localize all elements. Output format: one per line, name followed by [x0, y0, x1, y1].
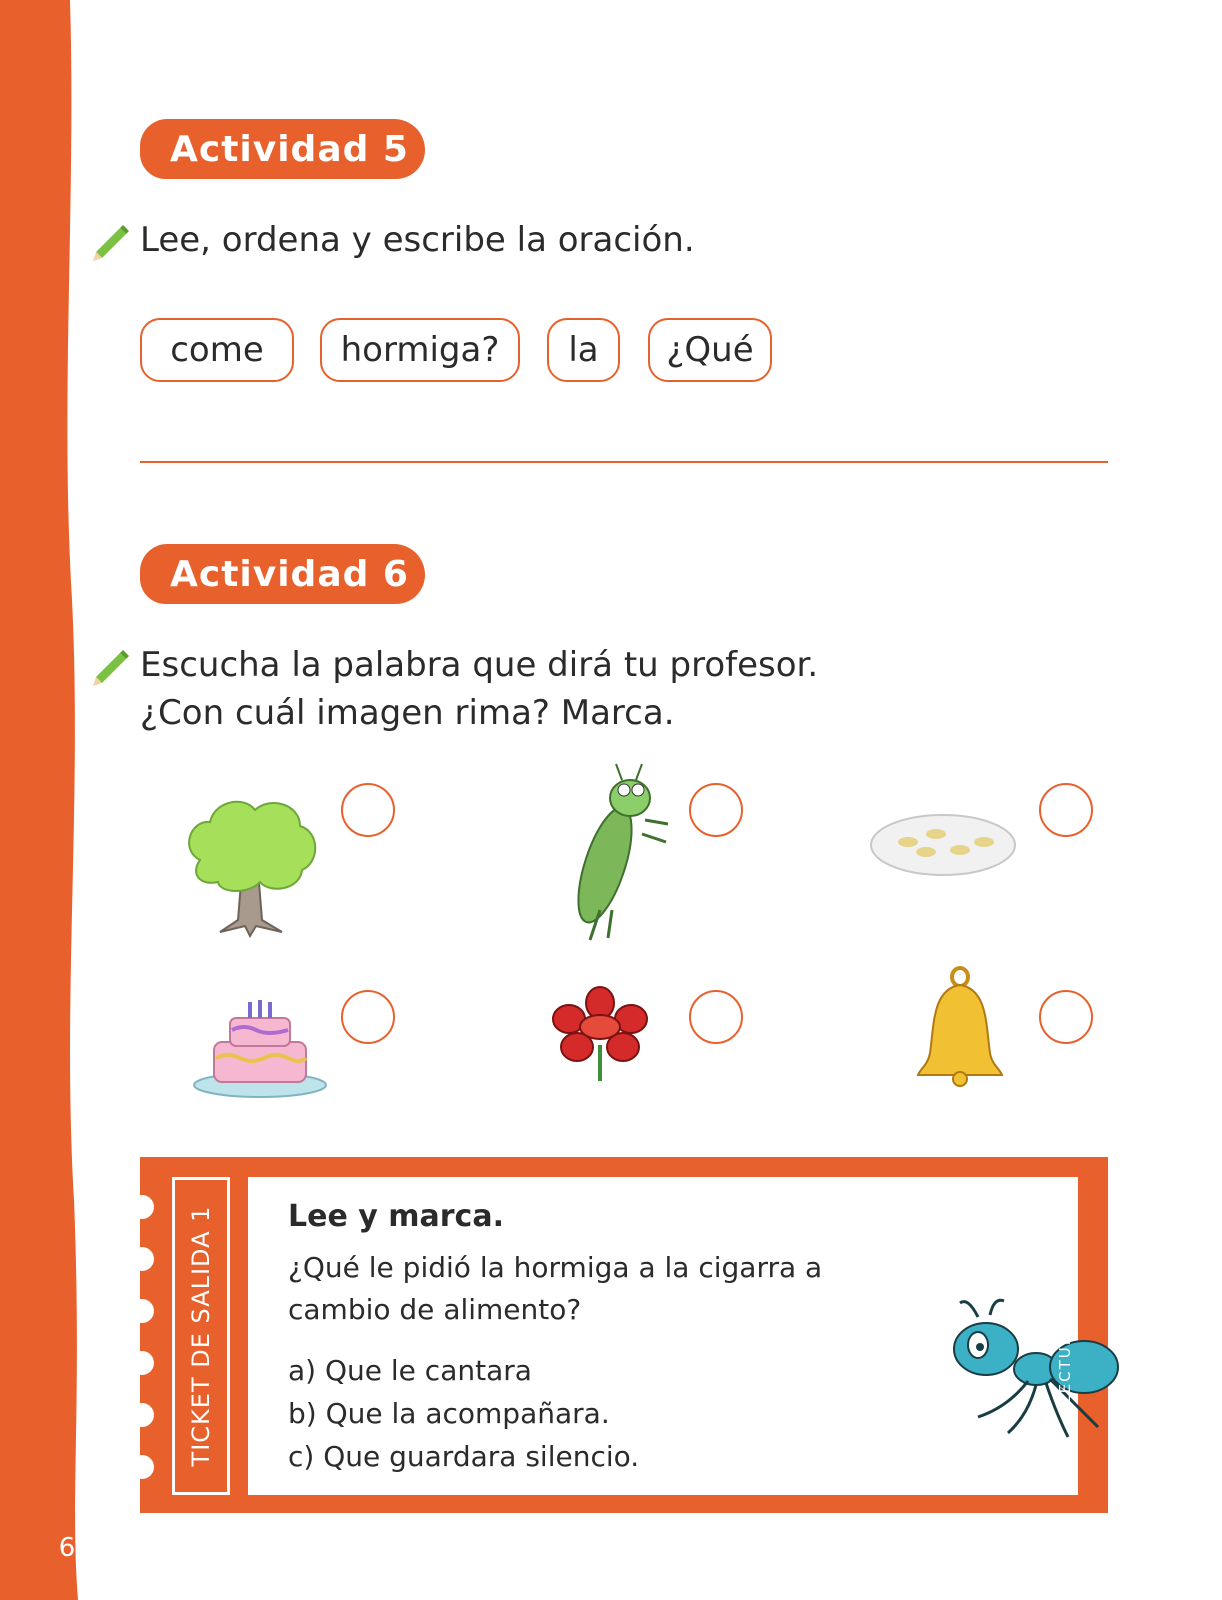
ticket-side-code: LECTURA OA 3: [1056, 1270, 1074, 1404]
activity5-instruction-text: Lee, ordena y escribe la oración.: [140, 220, 695, 260]
page-number: 6: [58, 1533, 76, 1563]
pencil-icon: [90, 643, 134, 687]
ticket-label-box: [172, 1177, 230, 1495]
answer-line[interactable]: [140, 461, 1108, 463]
plate-with-seeds-icon: [868, 810, 1018, 880]
activity6-instruction-line1: Escucha la palabra que dirá tu profesor.: [140, 645, 819, 685]
pencil-icon: [90, 218, 134, 262]
exit-ticket: [140, 1157, 1108, 1513]
mark-circle-bell[interactable]: [1039, 990, 1093, 1044]
activity6-instruction-line2: ¿Con cuál imagen rima? Marca.: [140, 693, 675, 733]
word-card-3[interactable]: la: [547, 318, 620, 382]
mark-circle-plate[interactable]: [1039, 783, 1093, 837]
option-a[interactable]: a) Que le cantara: [288, 1354, 532, 1387]
word-card-1[interactable]: come: [140, 318, 294, 382]
ticket-content: [248, 1177, 1078, 1495]
mark-circle-tree[interactable]: [341, 783, 395, 837]
mark-circle-flower[interactable]: [689, 990, 743, 1044]
activity5-instruction: [90, 216, 695, 264]
grasshopper-icon: [550, 760, 680, 950]
ticket-question: ¿Qué le pidió la hormiga a la cigarra a cambio de alimento?: [288, 1251, 823, 1326]
option-b[interactable]: b) Que la acompañara.: [288, 1397, 610, 1430]
tree-icon: [170, 790, 330, 940]
side-band: [0, 0, 90, 1600]
bell-icon: [912, 965, 1008, 1091]
word-card-4[interactable]: ¿Qué: [648, 318, 772, 382]
ant-icon: [938, 1297, 1128, 1447]
activity5-title: Actividad 5: [140, 119, 425, 179]
ticket-title: Lee y marca.: [288, 1199, 504, 1234]
ticket-label: TICKET DE SALIDA 1: [187, 1205, 215, 1467]
mark-circle-cake[interactable]: [341, 990, 395, 1044]
activity6-title: Actividad 6: [140, 544, 425, 604]
flower-icon: [545, 985, 655, 1085]
word-card-2[interactable]: hormiga?: [320, 318, 520, 382]
ticket-options: [288, 1349, 639, 1478]
activity6-instruction: [90, 641, 818, 737]
option-c[interactable]: c) Que guardara silencio.: [288, 1440, 640, 1473]
birthday-cake-icon: [192, 990, 330, 1100]
mark-circle-grasshopper[interactable]: [689, 783, 743, 837]
